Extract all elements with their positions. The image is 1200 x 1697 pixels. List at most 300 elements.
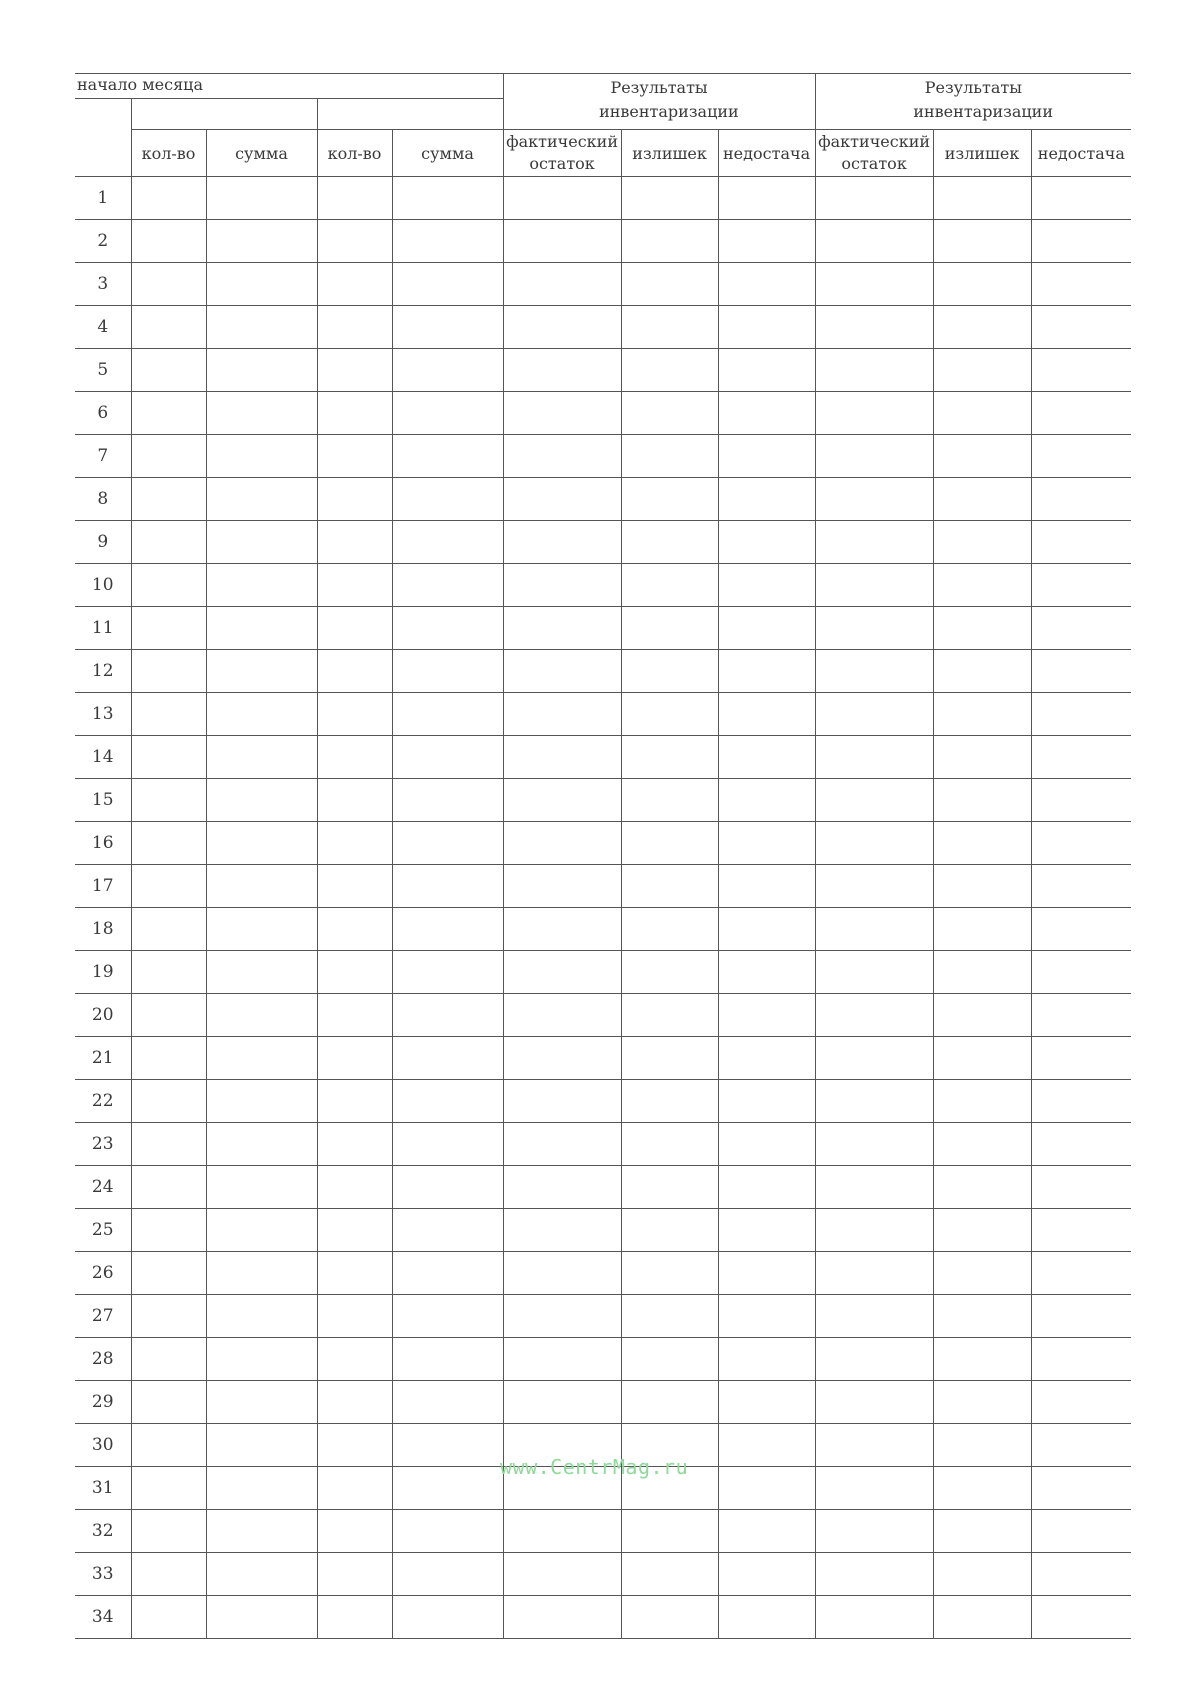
entry-cell[interactable]	[206, 435, 317, 478]
entry-cell[interactable]	[317, 564, 392, 607]
entry-cell[interactable]	[131, 521, 206, 564]
entry-cell[interactable]	[815, 306, 933, 349]
entry-cell[interactable]	[503, 392, 621, 435]
entry-cell[interactable]	[503, 693, 621, 736]
entry-cell[interactable]	[621, 1252, 718, 1295]
entry-cell[interactable]	[933, 564, 1031, 607]
entry-cell[interactable]	[317, 607, 392, 650]
entry-cell[interactable]	[621, 1166, 718, 1209]
entry-cell[interactable]	[206, 1037, 317, 1080]
entry-cell[interactable]	[718, 263, 815, 306]
entry-cell[interactable]	[131, 1381, 206, 1424]
entry-cell[interactable]	[317, 177, 392, 220]
entry-cell[interactable]	[392, 779, 503, 822]
entry-cell[interactable]	[206, 1252, 317, 1295]
entry-cell[interactable]	[392, 1381, 503, 1424]
entry-cell[interactable]	[392, 220, 503, 263]
entry-cell[interactable]	[718, 478, 815, 521]
entry-cell[interactable]	[392, 908, 503, 951]
entry-cell[interactable]	[317, 994, 392, 1037]
entry-cell[interactable]	[392, 736, 503, 779]
entry-cell[interactable]	[392, 435, 503, 478]
entry-cell[interactable]	[503, 1037, 621, 1080]
entry-cell[interactable]	[206, 951, 317, 994]
entry-cell[interactable]	[503, 263, 621, 306]
entry-cell[interactable]	[1031, 1295, 1131, 1338]
entry-cell[interactable]	[206, 263, 317, 306]
entry-cell[interactable]	[815, 1209, 933, 1252]
entry-cell[interactable]	[392, 1209, 503, 1252]
entry-cell[interactable]	[317, 1123, 392, 1166]
entry-cell[interactable]	[131, 1209, 206, 1252]
entry-cell[interactable]	[317, 1596, 392, 1639]
entry-cell[interactable]	[815, 908, 933, 951]
entry-cell[interactable]	[933, 521, 1031, 564]
entry-cell[interactable]	[503, 220, 621, 263]
entry-cell[interactable]	[503, 951, 621, 994]
entry-cell[interactable]	[815, 478, 933, 521]
entry-cell[interactable]	[1031, 736, 1131, 779]
entry-cell[interactable]	[933, 1123, 1031, 1166]
entry-cell[interactable]	[621, 564, 718, 607]
entry-cell[interactable]	[317, 736, 392, 779]
entry-cell[interactable]	[131, 177, 206, 220]
entry-cell[interactable]	[392, 822, 503, 865]
entry-cell[interactable]	[815, 349, 933, 392]
entry-cell[interactable]	[933, 1467, 1031, 1510]
entry-cell[interactable]	[392, 1166, 503, 1209]
entry-cell[interactable]	[317, 1037, 392, 1080]
entry-cell[interactable]	[317, 435, 392, 478]
entry-cell[interactable]	[1031, 564, 1131, 607]
entry-cell[interactable]	[392, 951, 503, 994]
entry-cell[interactable]	[1031, 349, 1131, 392]
entry-cell[interactable]	[131, 1510, 206, 1553]
entry-cell[interactable]	[815, 1467, 933, 1510]
entry-cell[interactable]	[933, 1338, 1031, 1381]
entry-cell[interactable]	[718, 908, 815, 951]
entry-cell[interactable]	[503, 1596, 621, 1639]
entry-cell[interactable]	[206, 994, 317, 1037]
entry-cell[interactable]	[815, 779, 933, 822]
entry-cell[interactable]	[815, 1252, 933, 1295]
entry-cell[interactable]	[206, 865, 317, 908]
entry-cell[interactable]	[815, 435, 933, 478]
entry-cell[interactable]	[1031, 263, 1131, 306]
entry-cell[interactable]	[815, 1295, 933, 1338]
entry-cell[interactable]	[815, 994, 933, 1037]
entry-cell[interactable]	[503, 177, 621, 220]
entry-cell[interactable]	[206, 1553, 317, 1596]
entry-cell[interactable]	[1031, 994, 1131, 1037]
entry-cell[interactable]	[206, 306, 317, 349]
entry-cell[interactable]	[206, 650, 317, 693]
entry-cell[interactable]	[718, 1424, 815, 1467]
entry-cell[interactable]	[621, 822, 718, 865]
entry-cell[interactable]	[392, 1467, 503, 1510]
entry-cell[interactable]	[317, 1424, 392, 1467]
entry-cell[interactable]	[317, 1338, 392, 1381]
entry-cell[interactable]	[933, 1252, 1031, 1295]
entry-cell[interactable]	[317, 1252, 392, 1295]
entry-cell[interactable]	[317, 306, 392, 349]
entry-cell[interactable]	[392, 865, 503, 908]
entry-cell[interactable]	[815, 1123, 933, 1166]
entry-cell[interactable]	[718, 650, 815, 693]
entry-cell[interactable]	[621, 779, 718, 822]
entry-cell[interactable]	[933, 1553, 1031, 1596]
entry-cell[interactable]	[317, 865, 392, 908]
entry-cell[interactable]	[206, 478, 317, 521]
entry-cell[interactable]	[206, 564, 317, 607]
entry-cell[interactable]	[815, 1553, 933, 1596]
entry-cell[interactable]	[131, 1424, 206, 1467]
entry-cell[interactable]	[815, 564, 933, 607]
entry-cell[interactable]	[621, 951, 718, 994]
entry-cell[interactable]	[317, 1510, 392, 1553]
entry-cell[interactable]	[815, 263, 933, 306]
entry-cell[interactable]	[718, 779, 815, 822]
entry-cell[interactable]	[621, 478, 718, 521]
entry-cell[interactable]	[718, 1338, 815, 1381]
entry-cell[interactable]	[933, 1424, 1031, 1467]
entry-cell[interactable]	[621, 1123, 718, 1166]
entry-cell[interactable]	[317, 349, 392, 392]
entry-cell[interactable]	[503, 1381, 621, 1424]
entry-cell[interactable]	[815, 1080, 933, 1123]
entry-cell[interactable]	[1031, 1467, 1131, 1510]
entry-cell[interactable]	[815, 865, 933, 908]
entry-cell[interactable]	[718, 1123, 815, 1166]
entry-cell[interactable]	[392, 306, 503, 349]
entry-cell[interactable]	[1031, 1338, 1131, 1381]
entry-cell[interactable]	[317, 1295, 392, 1338]
entry-cell[interactable]	[392, 607, 503, 650]
entry-cell[interactable]	[503, 736, 621, 779]
entry-cell[interactable]	[1031, 779, 1131, 822]
entry-cell[interactable]	[815, 177, 933, 220]
entry-cell[interactable]	[317, 1381, 392, 1424]
entry-cell[interactable]	[621, 1596, 718, 1639]
entry-cell[interactable]	[621, 650, 718, 693]
entry-cell[interactable]	[621, 349, 718, 392]
entry-cell[interactable]	[392, 478, 503, 521]
entry-cell[interactable]	[933, 865, 1031, 908]
entry-cell[interactable]	[392, 650, 503, 693]
entry-cell[interactable]	[392, 1510, 503, 1553]
entry-cell[interactable]	[1031, 693, 1131, 736]
entry-cell[interactable]	[621, 908, 718, 951]
entry-cell[interactable]	[503, 1080, 621, 1123]
entry-cell[interactable]	[815, 1424, 933, 1467]
entry-cell[interactable]	[718, 1252, 815, 1295]
entry-cell[interactable]	[718, 306, 815, 349]
entry-cell[interactable]	[317, 263, 392, 306]
entry-cell[interactable]	[1031, 1381, 1131, 1424]
entry-cell[interactable]	[392, 1080, 503, 1123]
entry-cell[interactable]	[131, 306, 206, 349]
entry-cell[interactable]	[392, 392, 503, 435]
entry-cell[interactable]	[933, 650, 1031, 693]
entry-cell[interactable]	[206, 1080, 317, 1123]
entry-cell[interactable]	[933, 1209, 1031, 1252]
entry-cell[interactable]	[503, 994, 621, 1037]
entry-cell[interactable]	[621, 736, 718, 779]
entry-cell[interactable]	[718, 994, 815, 1037]
entry-cell[interactable]	[503, 435, 621, 478]
entry-cell[interactable]	[621, 392, 718, 435]
entry-cell[interactable]	[933, 1295, 1031, 1338]
entry-cell[interactable]	[933, 693, 1031, 736]
entry-cell[interactable]	[206, 1123, 317, 1166]
entry-cell[interactable]	[206, 1295, 317, 1338]
entry-cell[interactable]	[503, 564, 621, 607]
entry-cell[interactable]	[815, 1166, 933, 1209]
entry-cell[interactable]	[933, 1596, 1031, 1639]
entry-cell[interactable]	[317, 1467, 392, 1510]
entry-cell[interactable]	[206, 1510, 317, 1553]
entry-cell[interactable]	[933, 779, 1031, 822]
entry-cell[interactable]	[131, 994, 206, 1037]
entry-cell[interactable]	[131, 951, 206, 994]
entry-cell[interactable]	[392, 1424, 503, 1467]
entry-cell[interactable]	[131, 1295, 206, 1338]
entry-cell[interactable]	[1031, 306, 1131, 349]
entry-cell[interactable]	[392, 1295, 503, 1338]
entry-cell[interactable]	[392, 1338, 503, 1381]
entry-cell[interactable]	[131, 564, 206, 607]
entry-cell[interactable]	[621, 1080, 718, 1123]
entry-cell[interactable]	[718, 435, 815, 478]
entry-cell[interactable]	[131, 736, 206, 779]
entry-cell[interactable]	[317, 1553, 392, 1596]
entry-cell[interactable]	[718, 1596, 815, 1639]
entry-cell[interactable]	[206, 1209, 317, 1252]
entry-cell[interactable]	[718, 1467, 815, 1510]
entry-cell[interactable]	[206, 392, 317, 435]
entry-cell[interactable]	[718, 1295, 815, 1338]
entry-cell[interactable]	[718, 392, 815, 435]
entry-cell[interactable]	[1031, 220, 1131, 263]
entry-cell[interactable]	[131, 1252, 206, 1295]
entry-cell[interactable]	[718, 693, 815, 736]
entry-cell[interactable]	[815, 220, 933, 263]
entry-cell[interactable]	[206, 822, 317, 865]
entry-cell[interactable]	[718, 607, 815, 650]
entry-cell[interactable]	[206, 736, 317, 779]
entry-cell[interactable]	[392, 263, 503, 306]
entry-cell[interactable]	[1031, 177, 1131, 220]
entry-cell[interactable]	[392, 1553, 503, 1596]
entry-cell[interactable]	[392, 1596, 503, 1639]
entry-cell[interactable]	[1031, 1166, 1131, 1209]
entry-cell[interactable]	[933, 220, 1031, 263]
entry-cell[interactable]	[503, 521, 621, 564]
entry-cell[interactable]	[815, 650, 933, 693]
entry-cell[interactable]	[933, 951, 1031, 994]
entry-cell[interactable]	[317, 220, 392, 263]
entry-cell[interactable]	[621, 263, 718, 306]
entry-cell[interactable]	[1031, 521, 1131, 564]
entry-cell[interactable]	[718, 1209, 815, 1252]
entry-cell[interactable]	[317, 1209, 392, 1252]
entry-cell[interactable]	[206, 908, 317, 951]
entry-cell[interactable]	[392, 994, 503, 1037]
entry-cell[interactable]	[621, 220, 718, 263]
entry-cell[interactable]	[815, 693, 933, 736]
entry-cell[interactable]	[503, 1510, 621, 1553]
entry-cell[interactable]	[1031, 908, 1131, 951]
entry-cell[interactable]	[317, 521, 392, 564]
entry-cell[interactable]	[131, 435, 206, 478]
entry-cell[interactable]	[621, 1295, 718, 1338]
entry-cell[interactable]	[718, 1510, 815, 1553]
entry-cell[interactable]	[718, 1553, 815, 1596]
entry-cell[interactable]	[206, 521, 317, 564]
entry-cell[interactable]	[718, 951, 815, 994]
entry-cell[interactable]	[621, 693, 718, 736]
entry-cell[interactable]	[621, 435, 718, 478]
entry-cell[interactable]	[718, 736, 815, 779]
entry-cell[interactable]	[933, 478, 1031, 521]
entry-cell[interactable]	[131, 779, 206, 822]
entry-cell[interactable]	[206, 693, 317, 736]
entry-cell[interactable]	[1031, 1424, 1131, 1467]
entry-cell[interactable]	[933, 1166, 1031, 1209]
entry-cell[interactable]	[815, 392, 933, 435]
entry-cell[interactable]	[815, 1510, 933, 1553]
entry-cell[interactable]	[206, 1381, 317, 1424]
entry-cell[interactable]	[131, 1467, 206, 1510]
entry-cell[interactable]	[1031, 1037, 1131, 1080]
entry-cell[interactable]	[503, 478, 621, 521]
entry-cell[interactable]	[131, 693, 206, 736]
entry-cell[interactable]	[933, 177, 1031, 220]
entry-cell[interactable]	[392, 1037, 503, 1080]
entry-cell[interactable]	[1031, 607, 1131, 650]
entry-cell[interactable]	[815, 521, 933, 564]
entry-cell[interactable]	[1031, 1596, 1131, 1639]
entry-cell[interactable]	[718, 822, 815, 865]
entry-cell[interactable]	[131, 478, 206, 521]
entry-cell[interactable]	[815, 607, 933, 650]
entry-cell[interactable]	[392, 1252, 503, 1295]
entry-cell[interactable]	[206, 177, 317, 220]
entry-cell[interactable]	[815, 1037, 933, 1080]
entry-cell[interactable]	[933, 1510, 1031, 1553]
entry-cell[interactable]	[131, 1553, 206, 1596]
entry-cell[interactable]	[621, 1338, 718, 1381]
entry-cell[interactable]	[131, 263, 206, 306]
entry-cell[interactable]	[621, 1209, 718, 1252]
entry-cell[interactable]	[718, 865, 815, 908]
entry-cell[interactable]	[621, 177, 718, 220]
entry-cell[interactable]	[503, 607, 621, 650]
entry-cell[interactable]	[815, 1338, 933, 1381]
entry-cell[interactable]	[206, 1166, 317, 1209]
entry-cell[interactable]	[815, 822, 933, 865]
entry-cell[interactable]	[933, 392, 1031, 435]
entry-cell[interactable]	[206, 607, 317, 650]
entry-cell[interactable]	[206, 1424, 317, 1467]
entry-cell[interactable]	[718, 220, 815, 263]
entry-cell[interactable]	[503, 650, 621, 693]
entry-cell[interactable]	[131, 1596, 206, 1639]
entry-cell[interactable]	[621, 607, 718, 650]
entry-cell[interactable]	[1031, 1252, 1131, 1295]
entry-cell[interactable]	[131, 650, 206, 693]
entry-cell[interactable]	[503, 1166, 621, 1209]
entry-cell[interactable]	[131, 220, 206, 263]
entry-cell[interactable]	[206, 1596, 317, 1639]
entry-cell[interactable]	[933, 822, 1031, 865]
entry-cell[interactable]	[206, 220, 317, 263]
entry-cell[interactable]	[131, 1123, 206, 1166]
entry-cell[interactable]	[933, 1080, 1031, 1123]
entry-cell[interactable]	[131, 1037, 206, 1080]
entry-cell[interactable]	[317, 478, 392, 521]
entry-cell[interactable]	[1031, 1123, 1131, 1166]
entry-cell[interactable]	[718, 521, 815, 564]
entry-cell[interactable]	[317, 392, 392, 435]
entry-cell[interactable]	[317, 1080, 392, 1123]
entry-cell[interactable]	[503, 1209, 621, 1252]
entry-cell[interactable]	[131, 392, 206, 435]
entry-cell[interactable]	[392, 521, 503, 564]
entry-cell[interactable]	[718, 1381, 815, 1424]
entry-cell[interactable]	[503, 908, 621, 951]
entry-cell[interactable]	[718, 1037, 815, 1080]
entry-cell[interactable]	[131, 1080, 206, 1123]
entry-cell[interactable]	[206, 349, 317, 392]
entry-cell[interactable]	[1031, 822, 1131, 865]
entry-cell[interactable]	[815, 1381, 933, 1424]
entry-cell[interactable]	[503, 349, 621, 392]
entry-cell[interactable]	[815, 951, 933, 994]
entry-cell[interactable]	[503, 865, 621, 908]
entry-cell[interactable]	[718, 1166, 815, 1209]
entry-cell[interactable]	[206, 1467, 317, 1510]
entry-cell[interactable]	[392, 1123, 503, 1166]
entry-cell[interactable]	[503, 1553, 621, 1596]
entry-cell[interactable]	[1031, 478, 1131, 521]
entry-cell[interactable]	[933, 349, 1031, 392]
entry-cell[interactable]	[392, 693, 503, 736]
entry-cell[interactable]	[621, 865, 718, 908]
entry-cell[interactable]	[621, 1037, 718, 1080]
entry-cell[interactable]	[206, 779, 317, 822]
entry-cell[interactable]	[131, 908, 206, 951]
entry-cell[interactable]	[131, 1166, 206, 1209]
entry-cell[interactable]	[621, 521, 718, 564]
entry-cell[interactable]	[718, 1080, 815, 1123]
entry-cell[interactable]	[933, 306, 1031, 349]
entry-cell[interactable]	[1031, 1553, 1131, 1596]
entry-cell[interactable]	[317, 650, 392, 693]
entry-cell[interactable]	[317, 693, 392, 736]
entry-cell[interactable]	[1031, 1209, 1131, 1252]
entry-cell[interactable]	[1031, 951, 1131, 994]
entry-cell[interactable]	[621, 1381, 718, 1424]
entry-cell[interactable]	[503, 1123, 621, 1166]
entry-cell[interactable]	[392, 177, 503, 220]
entry-cell[interactable]	[131, 865, 206, 908]
entry-cell[interactable]	[503, 1295, 621, 1338]
entry-cell[interactable]	[1031, 1080, 1131, 1123]
entry-cell[interactable]	[317, 1166, 392, 1209]
entry-cell[interactable]	[131, 1338, 206, 1381]
entry-cell[interactable]	[392, 349, 503, 392]
